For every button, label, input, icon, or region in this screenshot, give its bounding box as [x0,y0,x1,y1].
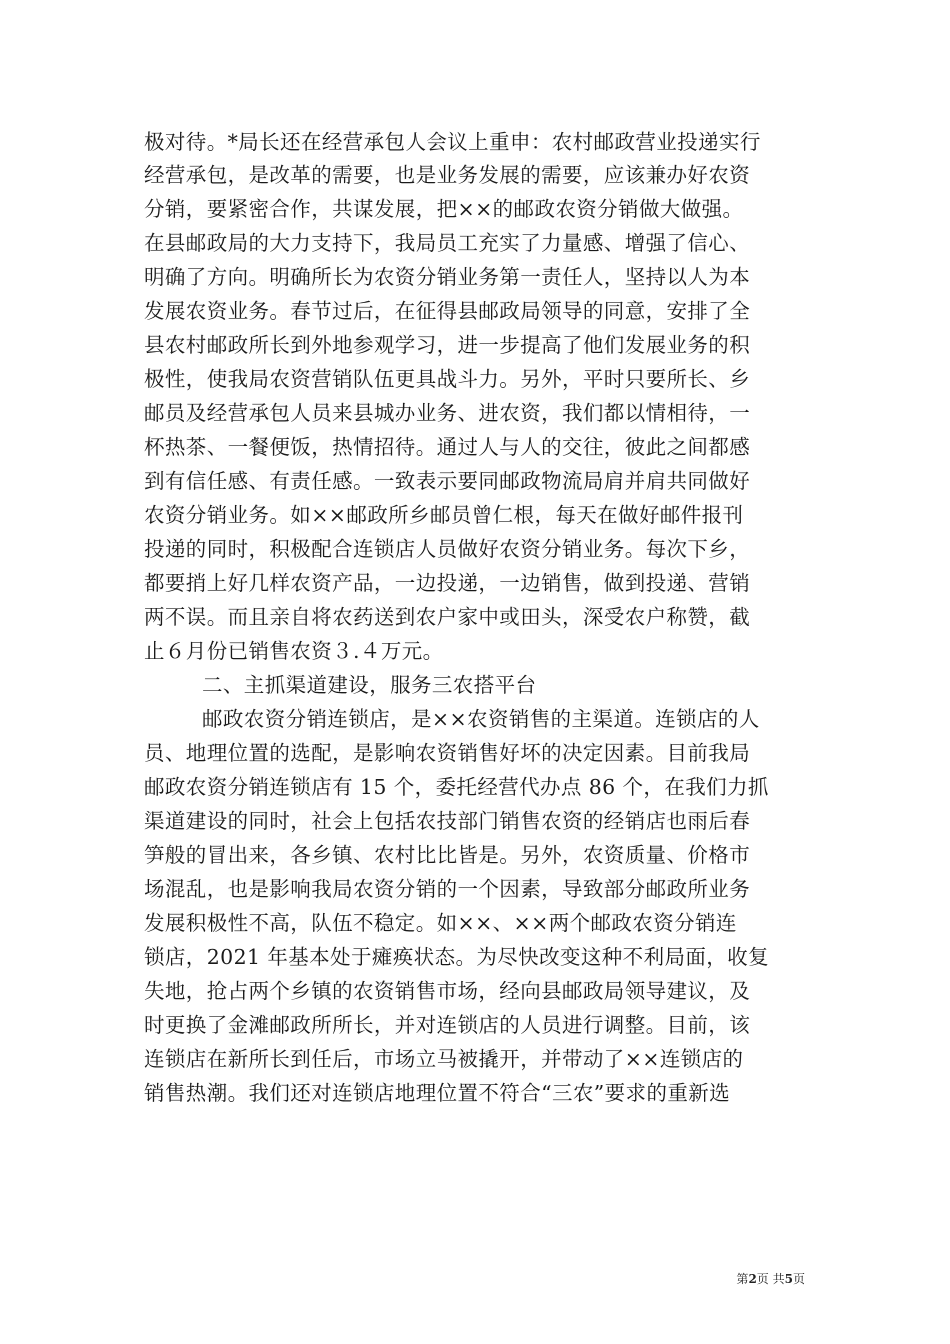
text-line: 失地，抢占两个乡镇的农资销售市场，经向县邮政局领导建议，及 [144,979,751,1003]
text-line: 发展积极性不高，队伍不稳定。如××、××两个邮政农资分销连 [144,911,737,935]
text-line: 明确了方向。明确所长为农资分销业务第一责任人，坚持以人为本 [144,265,751,289]
text-line: 锁店，2021 年基本处于瘫痪状态。为尽快改变这种不利局面，收复 [144,945,769,969]
paragraph-first-line: 邮政农资分销连锁店，是××农资销售的主渠道。连锁店的人 [202,707,760,731]
footer-suffix: 页 [792,1272,805,1286]
text-line: 到有信任感、有责任感。一致表示要同邮政物流局肩并肩共同做好 [144,469,751,493]
text-line: 县农村邮政所长到外地参观学习，进一步提高了他们发展业务的积 [144,333,751,357]
text-line: 连锁店在新所长到任后，市场立马被撬开，并带动了××连锁店的 [144,1047,744,1071]
footer-middle: 页 共 [756,1272,785,1286]
text-line: 时更换了金滩邮政所所长，并对连锁店的人员进行调整。目前，该 [144,1013,751,1037]
text-line: 销售热潮。我们还对连锁店地理位置不符合“三农”要求的重新选 [144,1081,731,1105]
text-line: 极性，使我局农资营销队伍更具战斗力。另外，平时只要所长、乡 [144,367,751,391]
text-line: 分销，要紧密合作，共谋发展，把××的邮政农资分销做大做强。 [144,197,744,221]
page-number-footer [736,1271,805,1287]
text-line: 在县邮政局的大力支持下，我局员工充实了力量感、增强了信心、 [144,231,751,255]
text-line: 员、地理位置的选配，是影响农资销售好坏的决定因素。目前我局 [144,741,751,765]
text-line: 止６月份已销售农资３.４万元。 [144,639,444,663]
text-line: 两不误。而且亲自将农药送到农户家中或田头，深受农户称赞，截 [144,605,751,629]
text-line: 发展农资业务。春节过后，在征得县邮政局领导的同意，安排了全 [144,299,751,323]
text-line: 都要捎上好几样农资产品，一边投递，一边销售，做到投递、营销 [144,571,751,595]
total-page-count: 5 [784,1272,793,1286]
text-line: 笋般的冒出来，各乡镇、农村比比皆是。另外，农资质量、价格市 [144,843,751,867]
footer-prefix: 第 [736,1272,749,1286]
text-line: 经营承包，是改革的需要，也是业务发展的需要，应该兼办好农资 [144,163,751,187]
text-line: 杯热茶、一餐便饭，热情招待。通过人与人的交往，彼此之间都感 [144,435,751,459]
text-line: 投递的同时，积极配合连锁店人员做好农资分销业务。每次下乡， [144,537,751,561]
current-page-number: 2 [748,1272,757,1286]
text-line: 场混乱，也是影响我局农资分销的一个因素，导致部分邮政所业务 [144,877,751,901]
section-heading: 二、主抓渠道建设，服务三农搭平台 [202,673,537,697]
text-line: 邮政农资分销连锁店有 15 个，委托经营代办点 86 个，在我们力抓 [144,775,769,799]
text-line: 农资分销业务。如××邮政所乡邮员曾仁根，每天在做好邮件报刊 [144,503,744,527]
text-line: 极对待。*局长还在经营承包人会议上重申：农村邮政营业投递实行 [144,130,761,154]
text-line: 渠道建设的同时，社会上包括农技部门销售农资的经销店也雨后春 [144,809,751,833]
text-line: 邮员及经营承包人员来县城办业务、进农资，我们都以情相待，一 [144,401,751,425]
